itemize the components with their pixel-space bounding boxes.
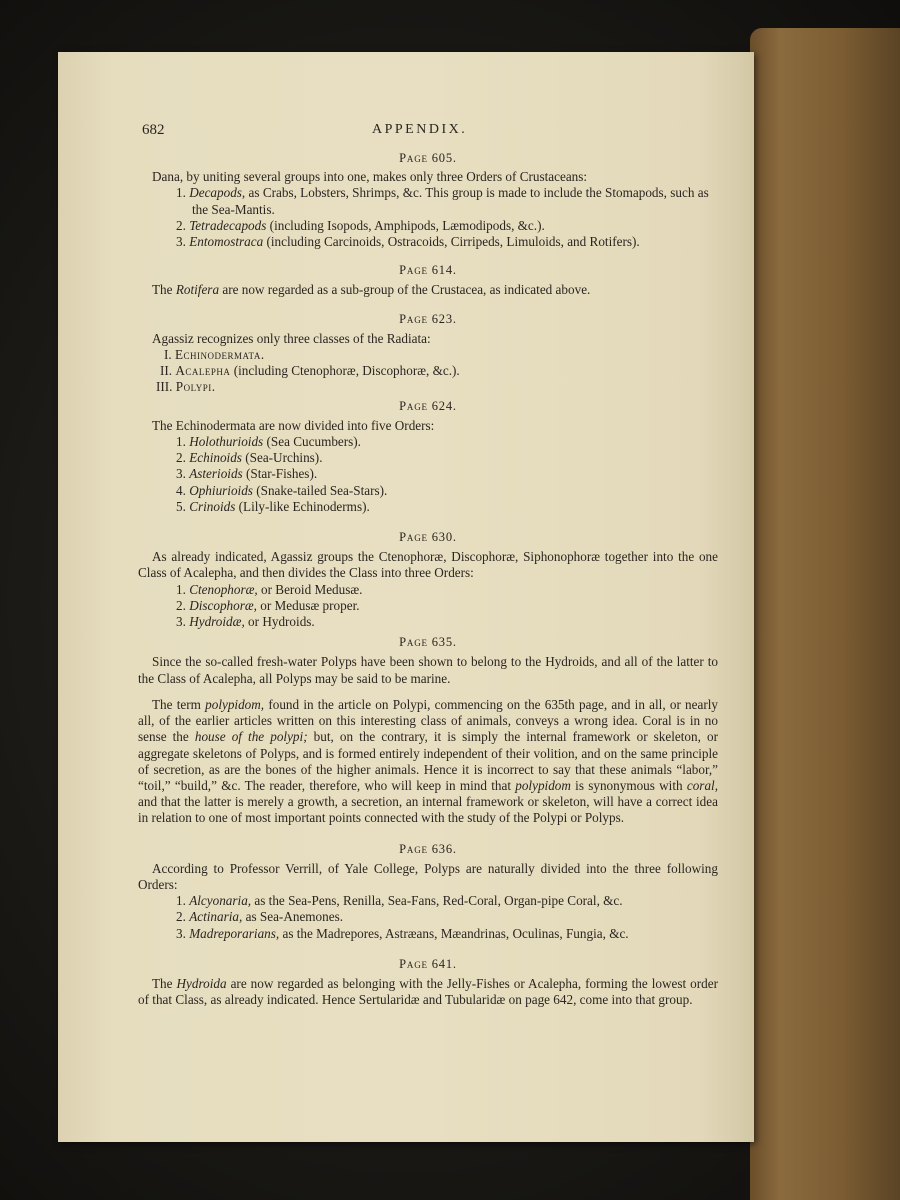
list-item [176,450,718,466]
page-number: 682 [142,122,165,138]
italic-term: polypidom, [205,696,265,712]
item-number: 2. [176,450,186,466]
item-text: (Snake-tailed Sea-Stars). [252,482,388,498]
item-text: or Hydroids. [244,614,315,630]
item-term: Crinoids [189,498,236,514]
section-635-para-1: Since the so-called fresh-water Polyps have been shown to belong to the Hydroids, and all of the latter to the Class of Acalepha, all Polyps may be said to be marine. [138,654,718,686]
list-item [176,234,718,250]
item-text: as the Madrepores, Astræans, Mæandrinas, Oculinas, Fungia, &c. [279,925,629,941]
item-number: 4. [176,482,186,498]
list-item [176,582,718,598]
item-number: 2. [176,597,186,613]
section-heading-614: Page 614. [399,263,457,278]
section-heading-636: Page 636. [399,841,457,856]
item-term: Echinoids [189,450,242,466]
book-page [58,52,754,1142]
item-number: 2. [176,217,186,233]
item-term: Alcyonaria, [189,893,252,909]
item-term: Decapods, [189,185,246,201]
item-term: Hydroidæ, [189,614,245,630]
item-term: Madreporarians, [189,925,280,941]
section-heading-605: Page 605. [399,151,457,165]
item-text: (including Carcinoids, Ostracoids, Cirripeds, Limuloids, and Rotifers). [263,234,640,250]
section-630-intro: As already indicated, Agassiz groups the Ctenophoræ, Discophoræ, Siphonophoræ together into the one Class of Acalepha, and then divides the Class into three Orders: [138,549,718,581]
italic-term: coral, [686,777,718,793]
item-number: I. [164,347,172,363]
item-text: (including Ctenophoræ, Discophoræ, &c.). [230,363,460,379]
section-heading-635: Page 635. [399,635,457,650]
italic-term: Hydroida [176,975,227,991]
item-text: as Sea-Anemones. [242,909,344,925]
italic-term: house of the polypi; [194,729,308,745]
item-number: 1. [176,893,186,909]
item-term: Echinodermata. [175,347,265,363]
text-run: found in the article on Polypi, commencing on the 635th page, and in all, or nearly all, of the earlier articles written on this interesting class of animals, conveys a wrong idea. Coral is in no sense the [138,696,719,745]
italic-term: polypidom [515,777,571,793]
text-run: The term [152,696,206,712]
text-run: but, on the contrary, it is simply the internal framework or skeleton, or aggregate skeletons of Polyps, and is formed entirely independent of their volition, and on the same principle of secretion, as are the bones of the higher animals. Hence it is incorrect to say that these animals “labor,” “toil,” “build,” &c. The reader, therefore, who will keep in mind that [138,729,718,793]
item-text: (Sea Cucumbers). [263,434,361,450]
list-item [176,926,718,942]
item-text: (Lily-like Echinoderms). [235,498,370,514]
item-text: or Medusæ proper. [256,597,360,613]
item-text: as the Sea-Pens, Renilla, Sea-Fans, Red-Coral, Organ-pipe Coral, &c. [251,893,623,909]
text-run: The [152,975,177,991]
section-605-intro: Dana, by uniting several groups into one, makes only three Orders of Crustaceans: [152,169,588,185]
item-term: Asterioids [189,466,243,482]
section-636-intro: According to Professor Verrill, of Yale College, Polyps are naturally divided into the three following Orders: [138,860,718,892]
section-641-text [138,976,718,1008]
list-item [176,466,718,482]
item-term: Ctenophoræ, [189,581,258,597]
list-item [164,347,718,363]
list-item [176,218,718,234]
list-item [176,499,718,515]
section-heading-630: Page 630. [399,530,457,545]
list-item [176,909,718,925]
section-623-intro: Agassiz recognizes only three classes of the Radiata: [152,330,431,346]
page-header [142,122,724,140]
section-heading-624: Page 624. [399,398,457,413]
list-item [160,363,718,379]
section-635-para-2 [138,697,718,827]
item-number: 3. [176,614,186,630]
italic-term: Rotifera [175,282,220,298]
item-term: Polypi. [175,379,216,395]
item-number: 1. [176,434,186,450]
item-term: Actinaria, [189,909,243,925]
item-term: Discophoræ, [189,597,257,613]
list-item [156,379,718,395]
list-item [176,598,718,614]
item-text: (Star-Fishes). [242,466,318,482]
text-run: are now regarded as a sub-group of the Crustacea, as indicated above. [219,282,591,298]
list-item [176,483,718,499]
list-item [176,893,718,909]
item-number: II. [160,363,173,379]
list-item [176,614,718,630]
text-run: and that the latter is merely a growth, a secretion, an internal framework or skeleton, will have a correct idea in relation to one of most important points connected with the study of the Polypi or Polyps. [138,794,718,826]
text-run: is synonymous with [570,777,687,793]
item-text: (including Isopods, Amphipods, Læmodipods, &c.). [266,217,545,233]
item-text: (Sea-Urchins). [241,450,323,466]
item-term: Entomostraca [189,234,264,250]
book-cover-edge [750,28,900,1200]
list-item [176,434,718,450]
item-text: or Beroid Medusæ. [257,581,363,597]
item-number: 3. [176,925,186,941]
item-number: 2. [176,909,186,925]
item-term: Tetradecapods [189,217,267,233]
item-term: Ophiurioids [189,482,253,498]
item-number: 3. [176,234,186,250]
section-624-intro: The Echinodermata are now divided into five Orders: [152,417,435,433]
item-number: 5. [176,498,186,514]
text-run: The [152,282,176,298]
item-number: III. [156,379,173,395]
page-content [138,150,718,1008]
item-number: 3. [176,466,186,482]
text-run: are now regarded as belonging with the Jelly-Fishes or Acalepha, forming the lowest order of that Class, as already indicated. Hence Sertularidæ and Tubularidæ on page 642, come into that group. [138,975,718,1008]
section-614-text [138,282,718,298]
list-item [176,185,718,217]
item-number: 1. [176,185,186,201]
item-number: 1. [176,581,186,597]
item-term: Acalepha [175,363,231,379]
section-heading-641: Page 641. [399,956,457,971]
item-text: as Crabs, Lobsters, Shrimps, &c. This group is made to include the Stomapods, such as the Sea-Mantis. [192,185,709,217]
item-term: Holothurioids [189,434,264,450]
running-head: APPENDIX. [372,122,468,137]
section-heading-623: Page 623. [399,311,457,326]
